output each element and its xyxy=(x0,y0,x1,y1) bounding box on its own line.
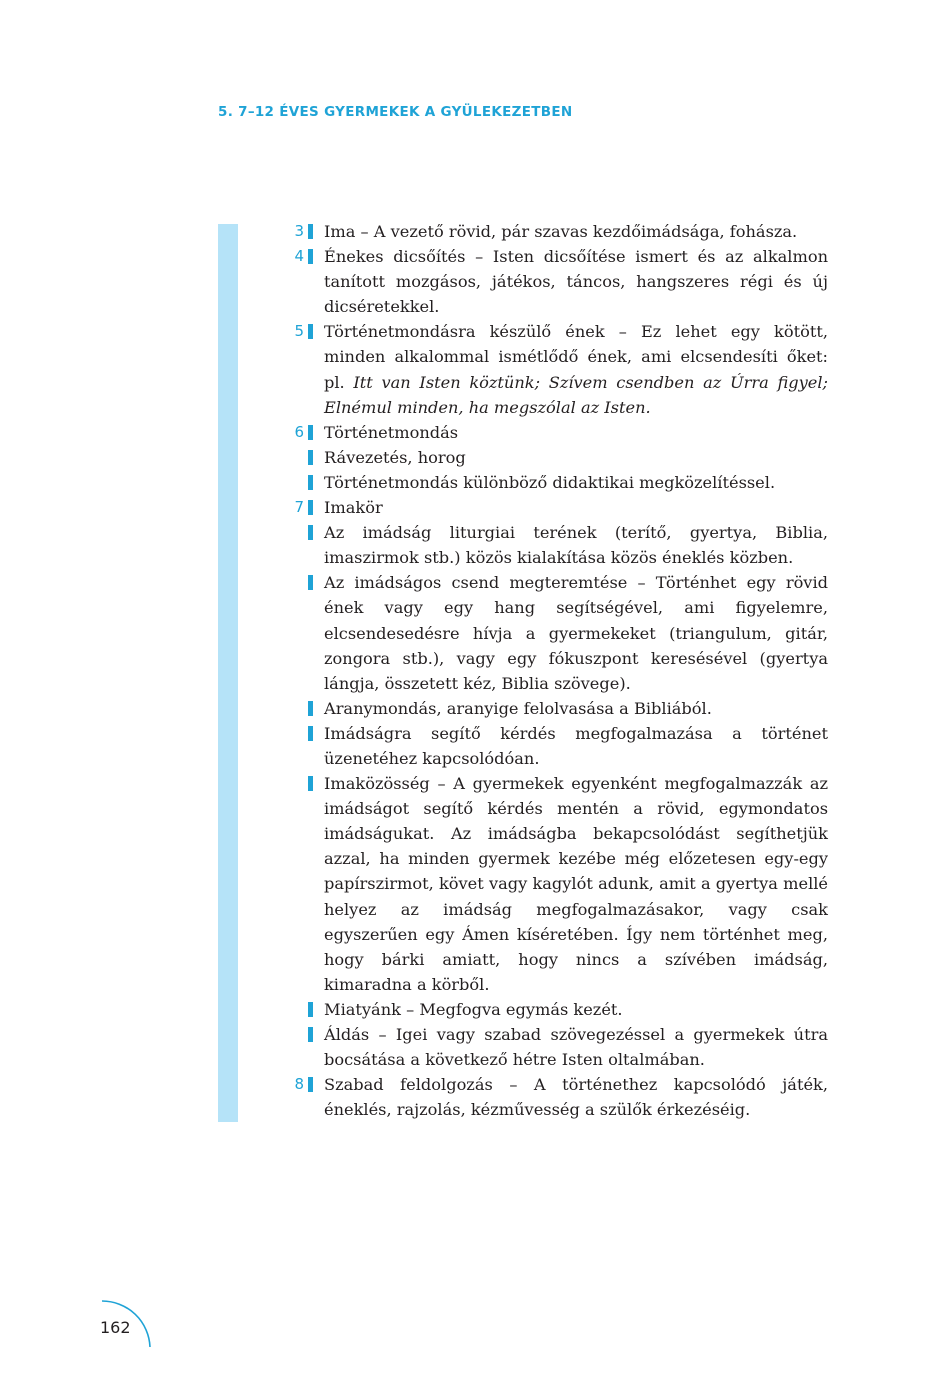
item-text: Miatyánk – Megfogva egymás kezét. xyxy=(324,999,623,1019)
list-item xyxy=(282,570,828,695)
item-text-italic: Itt van Isten köztünk; Szívem csendben az Úrra figyel; Elnémul minden, ha megszólal az Isten. xyxy=(324,372,828,417)
item-text: Szabad feldolgozás – A történethez kapcsolódó játék, éneklés, rajzolás, kézművesség a szülők érkezéséig. xyxy=(324,1075,828,1120)
item-text: Az imádságos csend megteremtése – Történhet egy rövid ének vagy egy hang segítségével, ami figyelemre, elcsendesedésre hívja a gyermekeket (triangulum, gitár, zongora stb.), vagy egy fókuszpont keresésével (gyertya lángja, összetett kéz, Biblia szövege). xyxy=(324,573,828,693)
item-number: 5 xyxy=(294,322,304,341)
list-item xyxy=(282,445,828,470)
item-text xyxy=(324,319,828,419)
list-item xyxy=(282,1072,828,1122)
item-number: 3 xyxy=(294,222,304,240)
running-header: 5. 7–12 ÉVES GYERMEKEK A GYÜLEKEZETBEN xyxy=(218,104,573,120)
bullet-mark xyxy=(308,425,313,440)
item-text: Történetmondás xyxy=(324,422,459,442)
bullet-mark xyxy=(308,500,313,515)
bullet-mark xyxy=(308,324,313,339)
item-text: Ima – A vezető rövid, pár szavas kezdőimádsága, fohásza. xyxy=(324,222,798,241)
list-item xyxy=(282,1022,828,1072)
bullet-mark xyxy=(308,701,313,716)
item-text: Imaközösség – A gyermekek egyenként megfogalmazzák az imádságot segítő kérdés mentén a rövid, egymondatos imádságukat. Az imádságba bekapcsolódást segíthetjük azzal, ha minden gyermek kezébe még előzetesen egy-egy papírszirmot, követ vagy kagylót adunk, amit a gyertya mellé helyez az imádság megfogalmazásakor, vagy csak egyszerűen egy Ámen kíséretében. Így nem történhet meg, hogy bárki amiatt, hogy nincs a szívében imádság, kimaradna a körből. xyxy=(324,774,828,994)
bullet-mark xyxy=(308,450,313,465)
list-item xyxy=(282,495,828,520)
list-item xyxy=(282,520,828,570)
bullet-mark xyxy=(308,1002,313,1017)
item-text: Áldás – Igei vagy szabad szövegezéssel a gyermekek útra bocsátása a következő hétre Isten oltalmában. xyxy=(324,1025,828,1070)
bullet-mark xyxy=(308,575,313,590)
bullet-mark xyxy=(308,726,313,741)
list-item xyxy=(282,721,828,771)
item-text-regular: Történetmondásra készülő ének – Ez lehet egy kötött, minden alkalommal ismétlődő ének, ami elcsendesíti őket: pl. xyxy=(324,322,828,392)
item-text: Történetmondás különböző didaktikai megközelítéssel. xyxy=(324,472,776,492)
list-item xyxy=(282,771,828,997)
item-number: 4 xyxy=(294,247,304,266)
list-item xyxy=(282,997,828,1022)
list-item xyxy=(282,244,828,319)
bullet-mark xyxy=(308,525,313,540)
bullet-mark xyxy=(308,475,313,490)
item-text: Imádságra segítő kérdés megfogalmazása a történet üzenetéhez kapcsolódóan. xyxy=(324,723,828,768)
content-list xyxy=(282,219,828,1122)
page-number: 162 xyxy=(100,1318,131,1337)
bullet-mark xyxy=(308,224,313,239)
bullet-mark xyxy=(308,776,313,791)
bullet-mark xyxy=(308,249,313,264)
list-item xyxy=(282,420,828,445)
item-text: Az imádság liturgiai terének (terítő, gyertya, Biblia, imaszirmok stb.) közös kialakítása közös éneklés közben. xyxy=(324,523,828,568)
list-item xyxy=(282,319,828,419)
item-text: Imakör xyxy=(324,498,383,518)
bullet-mark xyxy=(308,1027,313,1042)
item-text: Énekes dicsőítés – Isten dicsőítése ismert és az alkalmon tanított mozgásos, játékos, táncos, hangszeres régi és új dicséretekkel. xyxy=(324,247,828,317)
list-item xyxy=(282,219,828,244)
list-item xyxy=(282,696,828,721)
list-item xyxy=(282,470,828,495)
item-number: 6 xyxy=(294,422,304,441)
item-number: 8 xyxy=(294,1075,304,1094)
bullet-mark xyxy=(308,1077,313,1092)
item-number: 7 xyxy=(294,498,304,517)
item-text: Aranymondás, aranyige felolvasása a Bibliából. xyxy=(324,698,712,718)
side-bar xyxy=(218,224,238,1122)
item-text: Rávezetés, horog xyxy=(324,447,466,467)
